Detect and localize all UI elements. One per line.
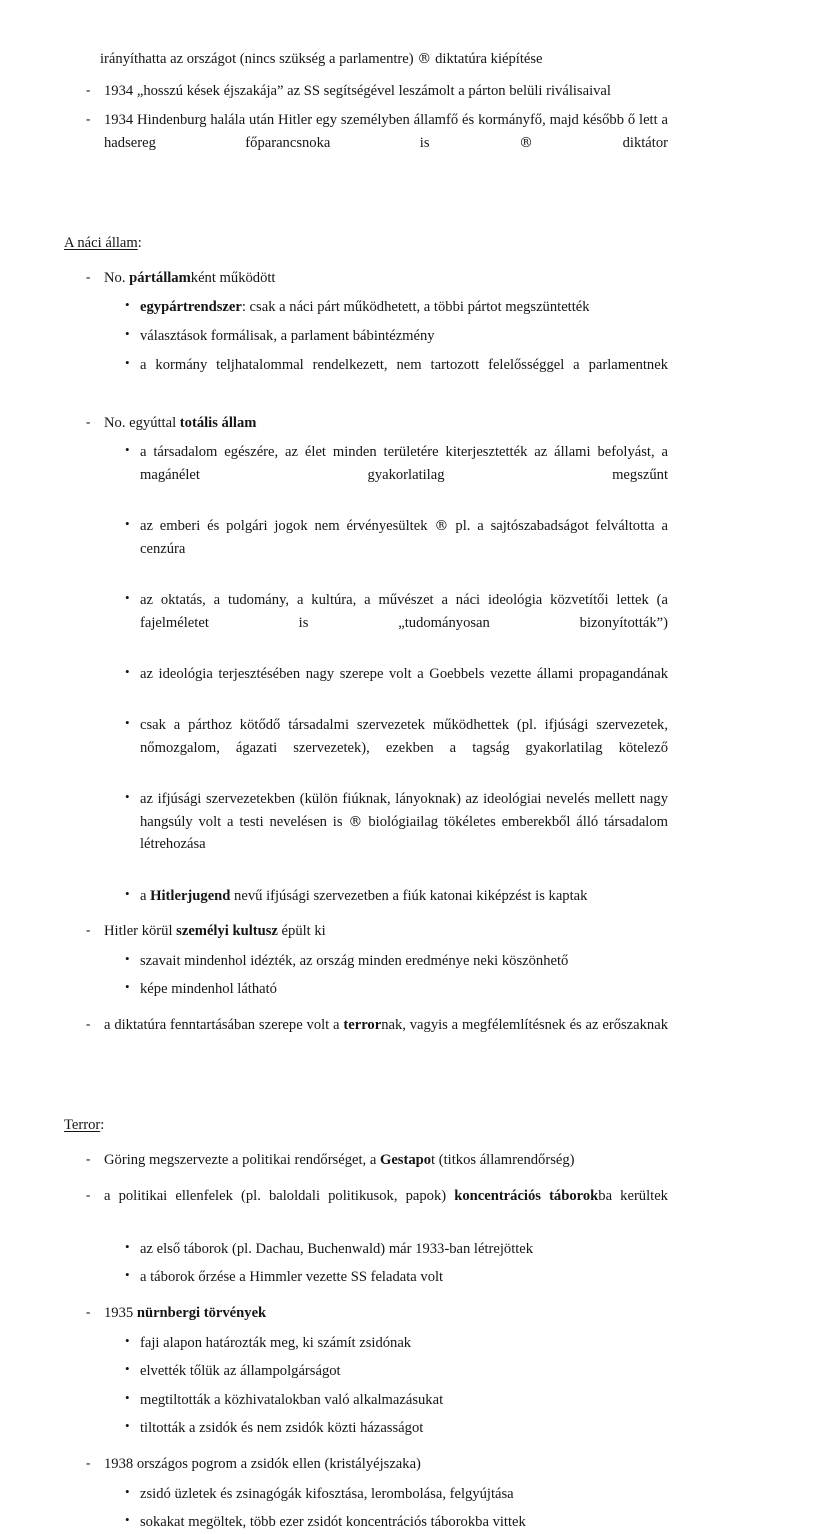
bullet-marker-icon: • xyxy=(125,715,130,731)
bullet-marker-icon: • xyxy=(125,1512,130,1528)
bullet-list-item xyxy=(64,788,668,879)
text-run: 1934 Hindenburg halála után Hitler egy személyben államfő és kormányfő, majd később ő lett a hadsereg főparancsnoka is ® diktátor xyxy=(104,112,668,151)
bullet-list-item xyxy=(64,978,668,1001)
bullet-list-item xyxy=(64,663,668,708)
bullet-marker-icon: • xyxy=(125,1361,130,1377)
arrow-symbol-icon: ® xyxy=(348,813,363,830)
text-run: választások formálisak, a parlament bábintézmény xyxy=(140,328,435,345)
section-heading-colon: : xyxy=(137,235,142,252)
text-run: 1935 xyxy=(104,1304,137,1321)
text-run: az első táborok (pl. Dachau, Buchenwald) már 1933-ban létrejöttek xyxy=(140,1240,534,1257)
text-run: nak, vagyis a megfélemlítésnek és az erőszaknak xyxy=(381,1017,668,1034)
emphasis-term: koncentrációs táborok xyxy=(454,1188,599,1205)
text-run: 1938 országos pogrom a zsidók ellen (kristályéjszaka) xyxy=(104,1455,421,1472)
dash-marker-icon: - xyxy=(86,1150,91,1166)
section-heading-label: A náci állam xyxy=(64,235,138,252)
bullet-list-item xyxy=(64,1332,668,1355)
text-run: az ifjúsági szervezetekben (külön fiúknak, lányoknak) az ideológiai nevelés mellett nagy hangsúly volt a testi nevelésen is ® biológiailag tökéletes emberekből álló társadalom létrehozása xyxy=(140,791,669,853)
bullet-list-item xyxy=(64,950,668,973)
document-body xyxy=(64,48,668,1534)
text-run: Göring megszervezte a politikai rendőrséget, a xyxy=(104,1151,380,1168)
bullet-list-item xyxy=(64,1511,668,1534)
dash-marker-icon: - xyxy=(86,1187,91,1203)
arrow-symbol-icon: ® xyxy=(434,518,449,535)
text-run: a társadalom egészére, az élet minden területére kiterjesztették az állami befolyást, a magánélet gyakorlatilag megszűnt xyxy=(140,444,668,484)
emphasis-term: egypártrendszer xyxy=(140,299,242,316)
dash-marker-icon: - xyxy=(86,1454,91,1470)
text-run: : csak a náci párt működhetett, a többi pártot megszüntették xyxy=(241,299,590,316)
bullet-list-item xyxy=(64,441,668,509)
bullet-list-item xyxy=(64,296,668,319)
text-run: nevű ifjúsági szervezetben a fiúk katonai kiképzést is kaptak xyxy=(230,887,588,904)
dash-list-item xyxy=(64,412,668,435)
bullet-marker-icon: • xyxy=(125,789,130,805)
section-heading-naci-allam xyxy=(64,232,668,255)
dash-marker-icon: - xyxy=(86,1016,91,1032)
text-run: épült ki xyxy=(277,923,326,940)
arrow-symbol-icon: ® xyxy=(518,134,534,151)
section-heading-label: Terror xyxy=(64,1117,101,1134)
bullet-marker-icon: • xyxy=(125,664,130,680)
bullet-marker-icon: • xyxy=(125,354,130,370)
text-run: képe mindenhol látható xyxy=(140,981,277,998)
dash-list-item xyxy=(64,1453,668,1476)
bullet-marker-icon: • xyxy=(125,1332,130,1348)
dash-list-item xyxy=(64,109,668,177)
bullet-marker-icon: • xyxy=(125,442,130,458)
bullet-list-item xyxy=(64,1389,668,1412)
text-run: a kormány teljhatalommal rendelkezett, nem tartozott felelősséggel a parlamentnek xyxy=(140,356,668,373)
dash-marker-icon: - xyxy=(86,413,91,429)
bullet-list-item xyxy=(64,1266,668,1289)
text-run: ba kerültek xyxy=(598,1188,668,1205)
bullet-list-item xyxy=(64,1417,668,1440)
dash-list-item xyxy=(64,1149,668,1172)
section-heading-colon: : xyxy=(100,1117,105,1134)
text-run: a táborok őrzése a Himmler vezette SS feladata volt xyxy=(140,1269,444,1286)
emphasis-term: totális állam xyxy=(179,414,257,431)
section-spacer xyxy=(64,1066,668,1088)
continuation-paragraph: irányíthatta az országot (nincs szükség a parlamentre) ® diktatúra kiépítése xyxy=(100,51,543,67)
emphasis-term: Gestapo xyxy=(379,1151,432,1168)
bullet-list-item xyxy=(64,885,668,908)
arrow-symbol-icon: ® xyxy=(417,51,432,67)
text-run: No. egyúttal xyxy=(104,414,180,431)
text-run: 1934 „hosszú kések éjszakája” az SS segítségével leszámolt a párton belüli riválisaival xyxy=(104,82,611,99)
dash-marker-icon: - xyxy=(86,1303,91,1319)
emphasis-term: személyi kultusz xyxy=(176,923,278,940)
emphasis-term: pártállam xyxy=(129,269,191,286)
bullet-list-item xyxy=(64,515,668,583)
emphasis-term: Hitlerjugend xyxy=(150,887,231,904)
dash-marker-icon: - xyxy=(86,111,91,127)
bullet-list-item xyxy=(64,1360,668,1383)
bullet-list-item xyxy=(64,1483,668,1506)
text-run: tiltották a zsidók és nem zsidók közti házasságot xyxy=(140,1420,424,1437)
text-run: a politikai ellenfelek (pl. baloldali politikusok, papok) xyxy=(104,1188,455,1205)
bullet-marker-icon: • xyxy=(125,950,130,966)
text-run: szavait mindenhol idézték, az ország minden eredménye neki köszönhető xyxy=(140,952,569,969)
block-spacer xyxy=(64,1007,668,1014)
block-spacer xyxy=(64,1178,668,1185)
dash-marker-icon: - xyxy=(86,922,91,938)
text-run: a diktatúra fenntartásában szerepe volt a xyxy=(104,1017,344,1034)
text-run: a xyxy=(140,887,151,904)
text-run: megtiltották a közhivatalokban való alkalmazásukat xyxy=(140,1391,444,1408)
bullet-list-item xyxy=(64,354,668,399)
bullet-marker-icon: • xyxy=(125,1483,130,1499)
section-spacer xyxy=(64,184,668,206)
text-run: Hitler körül xyxy=(104,923,177,940)
text-run: az emberi és polgári jogok nem érvényesültek ® pl. a sajtószabadságot felváltotta a cenzúra xyxy=(140,518,668,557)
text-run: ként működött xyxy=(190,269,276,286)
bullet-marker-icon: • xyxy=(125,590,130,606)
block-spacer xyxy=(64,1295,668,1302)
text-run: csak a párthoz kötődő társadalmi szervezetek működhettek (pl. ifjúsági szervezetek, nőmozgalom, ágazati szervezetek), ezekben a tagság gyakorlatilag kötelező xyxy=(140,717,668,756)
bullet-list-item xyxy=(64,1238,668,1261)
text-run: zsidó üzletek és zsinagógák kifosztása, lerombolása, felgyújtása xyxy=(140,1485,514,1502)
block-spacer xyxy=(64,405,668,412)
bullet-list-item xyxy=(64,325,668,348)
bullet-list-item xyxy=(64,589,668,657)
dash-list-item xyxy=(64,80,668,103)
bullet-marker-icon: • xyxy=(125,1389,130,1405)
dash-marker-icon: - xyxy=(86,268,91,284)
dash-list-item xyxy=(64,1014,668,1059)
bullet-marker-icon: • xyxy=(125,885,130,901)
text-run: No. xyxy=(104,269,130,286)
section-heading-terror xyxy=(64,1114,668,1137)
text-run: az ideológia terjesztésében nagy szerepe volt a Goebbels vezette állami propagandának xyxy=(140,666,668,683)
dash-marker-icon: - xyxy=(86,81,91,97)
bullet-list-item xyxy=(64,714,668,782)
bullet-marker-icon: • xyxy=(125,979,130,995)
block-spacer xyxy=(64,1446,668,1453)
emphasis-term: terror xyxy=(343,1017,382,1034)
text-run: t (titkos államrendőrség) xyxy=(431,1151,575,1168)
bullet-marker-icon: • xyxy=(125,326,130,342)
bullet-marker-icon: • xyxy=(125,1238,130,1254)
dash-list-item xyxy=(64,1185,668,1230)
text-run: elvették tőlük az állampolgárságot xyxy=(140,1363,341,1380)
dash-list-item xyxy=(64,920,668,943)
text-run: az oktatás, a tudomány, a kultúra, a művészet a náci ideológia közvetítői lettek (a fajelméletet is „tudományosan bizonyították”) xyxy=(140,592,668,631)
bullet-marker-icon: • xyxy=(125,1267,130,1283)
block-spacer xyxy=(64,913,668,920)
bullet-marker-icon: • xyxy=(125,297,130,313)
bullet-marker-icon: • xyxy=(125,1418,130,1434)
bullet-marker-icon: • xyxy=(125,516,130,532)
dash-list-item xyxy=(64,1302,668,1325)
emphasis-term: nürnbergi törvények xyxy=(136,1304,267,1321)
text-run: faji alapon határozták meg, ki számít zsidónak xyxy=(140,1334,412,1351)
dash-list-item xyxy=(64,267,668,290)
text-run: sokakat megöltek, több ezer zsidót koncentrációs táborokba vittek xyxy=(140,1514,526,1531)
